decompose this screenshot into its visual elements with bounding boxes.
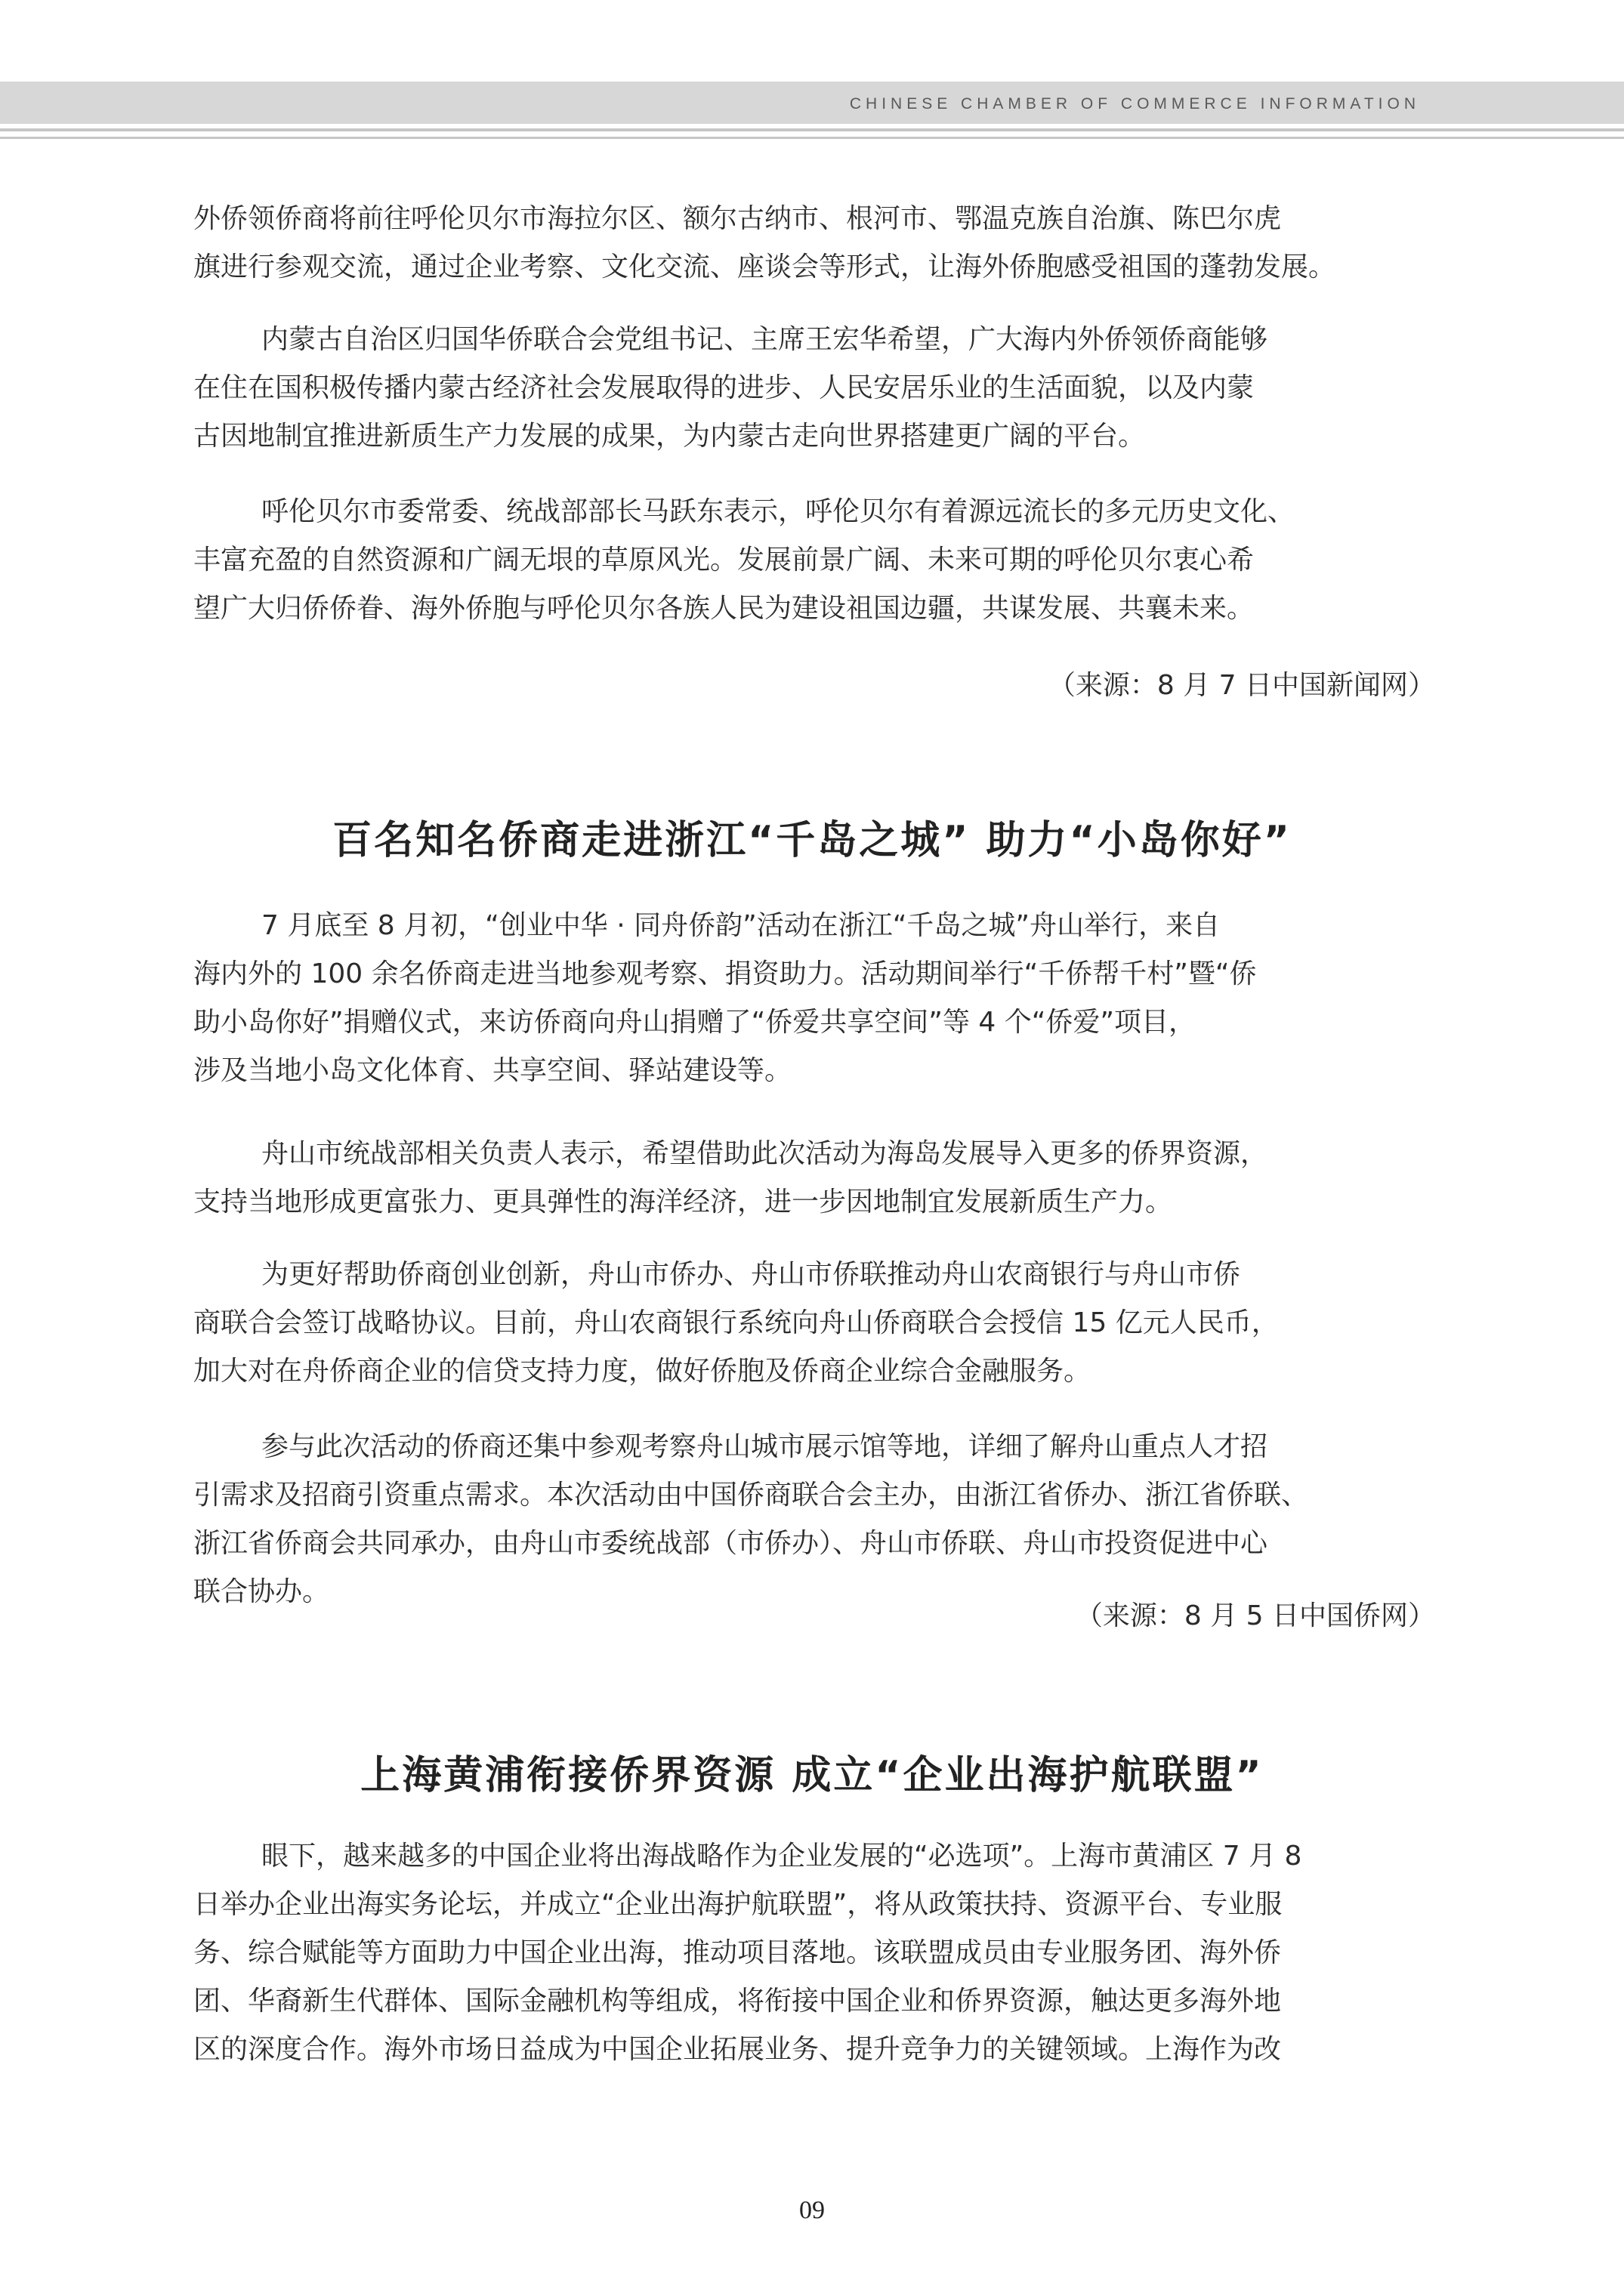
text-line: 联合协办。 [193,1576,330,1607]
text-line: 团、华裔新生代群体、国际金融机构等组成，将衔接中国企业和侨界资源，触达更多海外地 [193,1986,1282,2017]
text-line: 加大对在舟侨商企业的信贷支持力度，做好侨胞及侨商企业综合金融服务。 [193,1356,1091,1387]
text-line: 望广大归侨侨眷、海外侨胞与呼伦贝尔各族人民为建设祖国边疆，共谋发展、共襄未来。 [193,593,1255,624]
text-line: 涉及当地小岛文化体育、共享空间、驿站建设等。 [193,1055,792,1086]
running-header: CHINESE CHAMBER OF COMMERCE INFORMATION [849,95,1420,113]
text-line: 在住在国积极传播内蒙古经济社会发展取得的进步、人民安居乐业的生活面貌，以及内蒙 [193,372,1255,403]
text-line: 商联合会签订战略协议。目前，舟山农商银行系统向舟山侨商联合会授信 15 亿元人民币， [193,1307,1279,1338]
text-line: 为更好帮助侨商创业创新，舟山市侨办、舟山市侨联推动舟山农商银行与舟山市侨 [261,1259,1241,1290]
text-line: 旗进行参观交流，通过企业考察、文化交流、座谈会等形式，让海外侨胞感受祖国的蓬勃发展。 [193,252,1336,282]
text-line: 区的深度合作。海外市场日益成为中国企业拓展业务、提升竞争力的关键领域。上海作为改 [193,2034,1282,2065]
text-line: 支持当地形成更富张力、更具弹性的海洋经济，进一步因地制宜发展新质生产力。 [193,1187,1173,1217]
article1-paragraph-2 [193,316,1438,461]
article3-paragraph-1 [193,1832,1438,2074]
text-line: 7 月底至 8 月初，“创业中华 · 同舟侨韵”活动在浙江“千岛之城”舟山举行，来自 [261,910,1221,941]
header-rule [0,137,1624,139]
header-rule [0,128,1624,131]
text-line: 内蒙古自治区归国华侨联合会党组书记、主席王宏华希望，广大海内外侨领侨商能够 [261,324,1268,355]
article1-paragraph-3 [193,488,1438,633]
article2-title: 百名知名侨商走进浙江“千岛之城” 助力“小岛你好” [332,818,1292,863]
article2-paragraph-1 [193,902,1438,1095]
text-line: 古因地制宜推进新质生产力发展的成果，为内蒙古走向世界搭建更广阔的平台。 [193,421,1146,452]
article2-paragraph-3 [193,1251,1438,1396]
text-line: 引需求及招商引资重点需求。本次活动由中国侨商联合会主办，由浙江省侨办、浙江省侨联、 [193,1480,1309,1511]
article2-paragraph-2 [193,1130,1438,1227]
text-line: 丰富充盈的自然资源和广阔无垠的草原风光。发展前景广阔、未来可期的呼伦贝尔衷心希 [193,545,1255,576]
article2-paragraph-4 [193,1423,1438,1616]
article3-title: 上海黄浦衔接侨界资源 成立“企业出海护航联盟” [360,1753,1264,1798]
text-line: 参与此次活动的侨商还集中参观考察舟山城市展示馆等地，详细了解舟山重点人才招 [261,1431,1268,1462]
text-line: 助小岛你好”捐赠仪式，来访侨商向舟山捐赠了“侨爱共享空间”等 4 个“侨爱”项目， [193,1007,1196,1038]
text-line: 眼下，越来越多的中国企业将出海战略作为企业发展的“必选项”。上海市黄浦区 7 月 8 [261,1841,1302,1872]
text-line: 外侨领侨商将前往呼伦贝尔市海拉尔区、额尔古纳市、根河市、鄂温克族自治旗、陈巴尔虎 [193,203,1282,234]
text-line: 浙江省侨商会共同承办，由舟山市委统战部（市侨办）、舟山市侨联、舟山市投资促进中心 [193,1528,1268,1559]
text-line: 务、综合赋能等方面助力中国企业出海，推动项目落地。该联盟成员由专业服务团、海外侨 [193,1937,1282,1968]
article2-source: （来源：8 月 5 日中国侨网） [1075,1600,1435,1631]
text-line: 呼伦贝尔市委常委、统战部部长马跃东表示，呼伦贝尔有着源远流长的多元历史文化、 [261,496,1295,527]
text-line: 日举办企业出海实务论坛，并成立“企业出海护航联盟”，将从政策扶持、资源平台、专业服 [193,1889,1283,1920]
text-line: 海内外的 100 余名侨商走进当地参观考察、捐资助力。活动期间举行“千侨帮千村”暨“侨 [193,958,1257,989]
article1-paragraph-1 [193,195,1438,292]
page-number: 09 [799,2196,825,2224]
text-line: 舟山市统战部相关负责人表示，希望借助此次活动为海岛发展导入更多的侨界资源， [261,1138,1268,1169]
article1-source: （来源：8 月 7 日中国新闻网） [1048,670,1435,701]
